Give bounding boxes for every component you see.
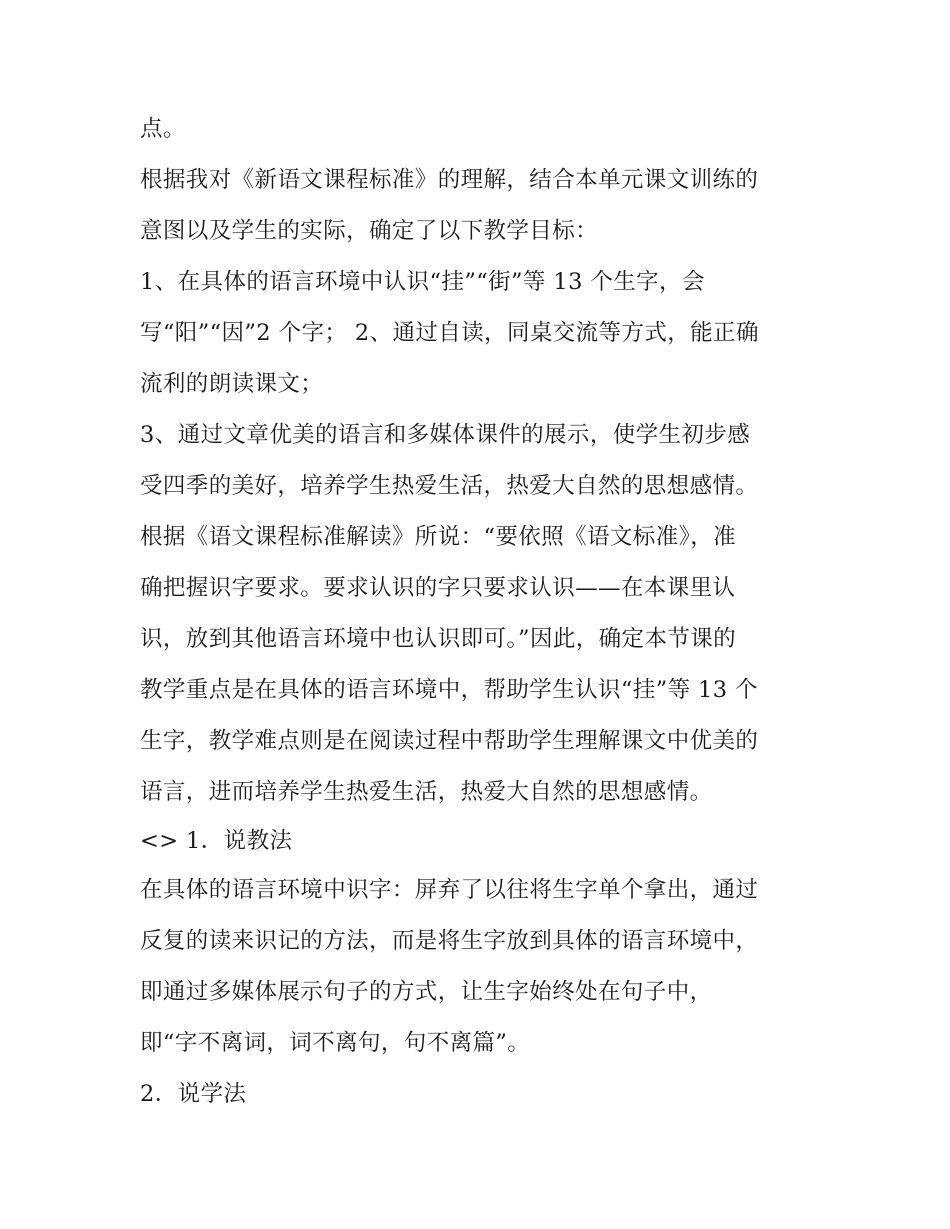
objective-2-line: 写“阳”“因”2 个字； 2、通过自读，同桌交流等方式，能正确 <box>140 320 759 346</box>
text-line: 语言，进而培养学生热爱生活，热爱大自然的思想感情。 <box>140 779 713 805</box>
text-line: 流利的朗读课文； <box>140 371 324 397</box>
objective-3-line: 3、通过文章优美的语言和多媒体课件的展示，使学生初步感 <box>140 422 751 448</box>
text-line: 根据我对《新语文课程标准》的理解，结合本单元课文训练的 <box>140 167 759 193</box>
text-line: 教学重点是在具体的语言环境中，帮助学生认识“挂”等 13 个 <box>140 677 758 703</box>
text-line: 意图以及学生的实际，确定了以下教学目标： <box>140 218 599 244</box>
text-line: 在具体的语言环境中识字：屏弃了以往将生字单个拿出，通过 <box>140 877 759 903</box>
objective-1-line: 1、在具体的语言环境中认识“挂”“街”等 13 个生字，会 <box>140 269 705 295</box>
text-line: 根据《语文课程标准解读》所说：“要依照《语文标准》，准 <box>140 524 737 550</box>
text-line: 即“字不离词，词不离句，句不离篇”。 <box>140 1030 531 1056</box>
text-line: 即通过多媒体展示句子的方式，让生字始终处在句子中， <box>140 979 713 1005</box>
text-line: 受四季的美好，培养学生热爱生活，热爱大自然的思想感情。 <box>140 473 759 499</box>
section-heading-teaching-method: <> 1．说教法 <box>140 828 293 854</box>
text-line: 点。 <box>140 116 186 142</box>
text-line: 生字，教学难点则是在阅读过程中帮助学生理解课文中优美的 <box>140 728 759 754</box>
text-line: 反复的读来识记的方法，而是将生字放到具体的语言环境中， <box>140 928 759 954</box>
text-line: 识，放到其他语言环境中也认识即可。”因此，确定本节课的 <box>140 626 737 652</box>
text-line: 确把握识字要求。要求认识的字只要求认识——在本课里认 <box>140 575 736 601</box>
section-heading-learning-method: 2．说学法 <box>140 1081 247 1107</box>
